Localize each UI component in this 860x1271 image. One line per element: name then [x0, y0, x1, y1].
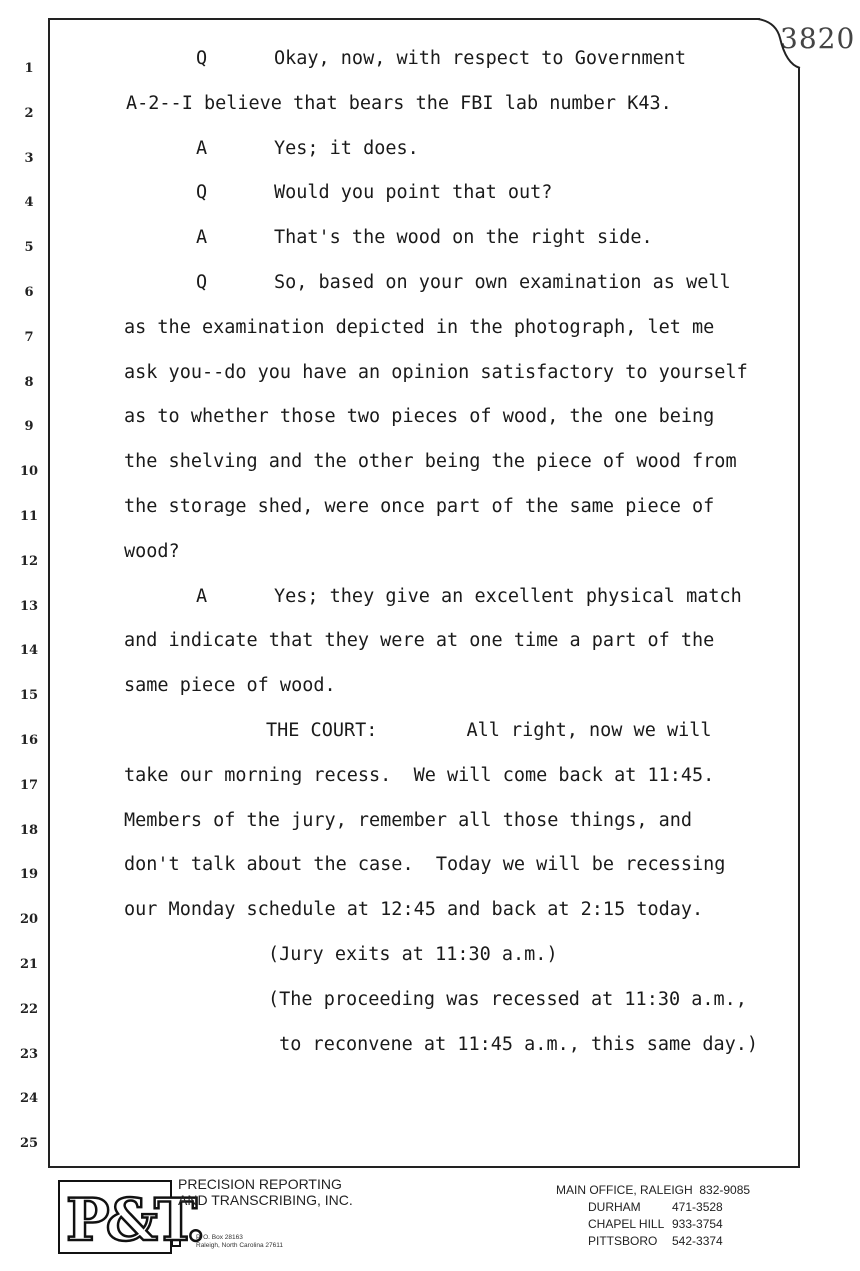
transcript-line: the shelving and the other being the piece of wood from [124, 451, 737, 473]
page-number: 3820 [780, 22, 856, 55]
transcript-line: as the examination depicted in the photograph, let me [124, 316, 715, 338]
office-city: PITTSBORO [588, 1234, 658, 1248]
transcript-line: don't talk about the case. Today we will be recessing [124, 854, 726, 876]
transcript-line: A-2--I believe that bears the FBI lab number K43. [126, 92, 672, 114]
line-number: 13 [19, 598, 39, 614]
line-number: 4 [24, 195, 34, 211]
transcript-line: Q Would you point that out? [196, 182, 553, 204]
company-name [178, 1176, 353, 1208]
line-number: 11 [19, 509, 39, 524]
transcript-line: Q Okay, now, with respect to Government [196, 48, 687, 69]
transcript-line: and indicate that they were at one time a part of the [124, 630, 715, 652]
transcript-line: (The proceeding was recessed at 11:30 a.m., [268, 988, 747, 1010]
line-number: 10 [19, 464, 39, 480]
transcript-line: as to whether those two pieces of wood, the one being [124, 406, 715, 428]
transcript-line: Q So, based on your own examination as well [196, 272, 731, 293]
line-number: 16 [19, 733, 39, 748]
transcript-line: (Jury exits at 11:30 a.m.) [268, 944, 558, 965]
line-number: 15 [19, 688, 39, 704]
po-address [196, 1234, 283, 1250]
transcript-line: Members of the jury, remember all those things, and [124, 809, 693, 831]
company-name-line1: PRECISION REPORTING [178, 1176, 342, 1192]
transcript-line: THE COURT: All right, now we will [266, 720, 712, 741]
line-number: 17 [19, 777, 39, 793]
transcript-line: A That's the wood on the right side. [196, 227, 653, 249]
office-phone: 933-3754 [672, 1217, 723, 1231]
company-logo [58, 1180, 202, 1254]
transcript-line: A Yes; they give an excellent physical match [196, 585, 742, 607]
line-number: 7 [24, 329, 34, 345]
transcript-line: take our morning recess. We will come back at 11:45. [124, 764, 715, 786]
main-office: MAIN OFFICE, RALEIGH 832-9085 [556, 1183, 751, 1197]
po-box: P. O. Box 28163 [196, 1234, 243, 1241]
transcript-line: the storage shed, were once part of the same piece of [124, 496, 715, 517]
po-city: Raleigh, North Carolina 27611 [196, 1242, 283, 1249]
line-number: 8 [24, 374, 34, 390]
line-number: 18 [19, 822, 39, 838]
frame-right-border [798, 68, 800, 1168]
line-number: 21 [19, 957, 39, 972]
line-number: 14 [19, 643, 39, 659]
transcript-line: wood? [124, 540, 180, 562]
transcript-line: A Yes; it does. [196, 137, 419, 159]
line-number: 24 [19, 1091, 39, 1107]
frame-left-border [48, 18, 50, 1168]
frame-bottom-border [48, 1166, 800, 1168]
office-phone: 542-3374 [672, 1234, 723, 1248]
office-row [556, 1234, 750, 1248]
line-number: 6 [24, 285, 34, 300]
line-number: 2 [24, 105, 34, 121]
line-number: 19 [19, 867, 39, 883]
line-number: 22 [19, 1001, 39, 1017]
line-number: 25 [19, 1136, 39, 1152]
line-number: 1 [24, 61, 34, 76]
office-listing [556, 1183, 750, 1248]
office-row [556, 1200, 750, 1214]
frame-corner-curve [748, 18, 800, 70]
office-phone: 471-3528 [672, 1200, 723, 1214]
company-name-line2: AND TRANSCRIBING, INC. [178, 1192, 353, 1208]
line-number: 23 [19, 1046, 39, 1062]
office-city: CHAPEL HILL [588, 1217, 665, 1231]
transcript-line: our Monday schedule at 12:45 and back at 2:15 today. [124, 899, 704, 921]
line-number: 3 [24, 150, 34, 166]
line-number: 5 [24, 240, 34, 256]
line-number: 9 [24, 419, 34, 435]
logo-lettering: P&T. [66, 1186, 202, 1254]
transcript-line: ask you--do you have an opinion satisfactory to yourself [124, 361, 748, 383]
frame-top-border [48, 18, 760, 20]
office-city: DURHAM [588, 1200, 641, 1214]
office-row [556, 1217, 750, 1231]
line-number: 12 [19, 553, 39, 569]
transcript-line: to reconvene at 11:45 a.m., this same day.) [268, 1033, 759, 1055]
transcript-line: same piece of wood. [124, 675, 336, 697]
line-number: 20 [19, 912, 39, 928]
